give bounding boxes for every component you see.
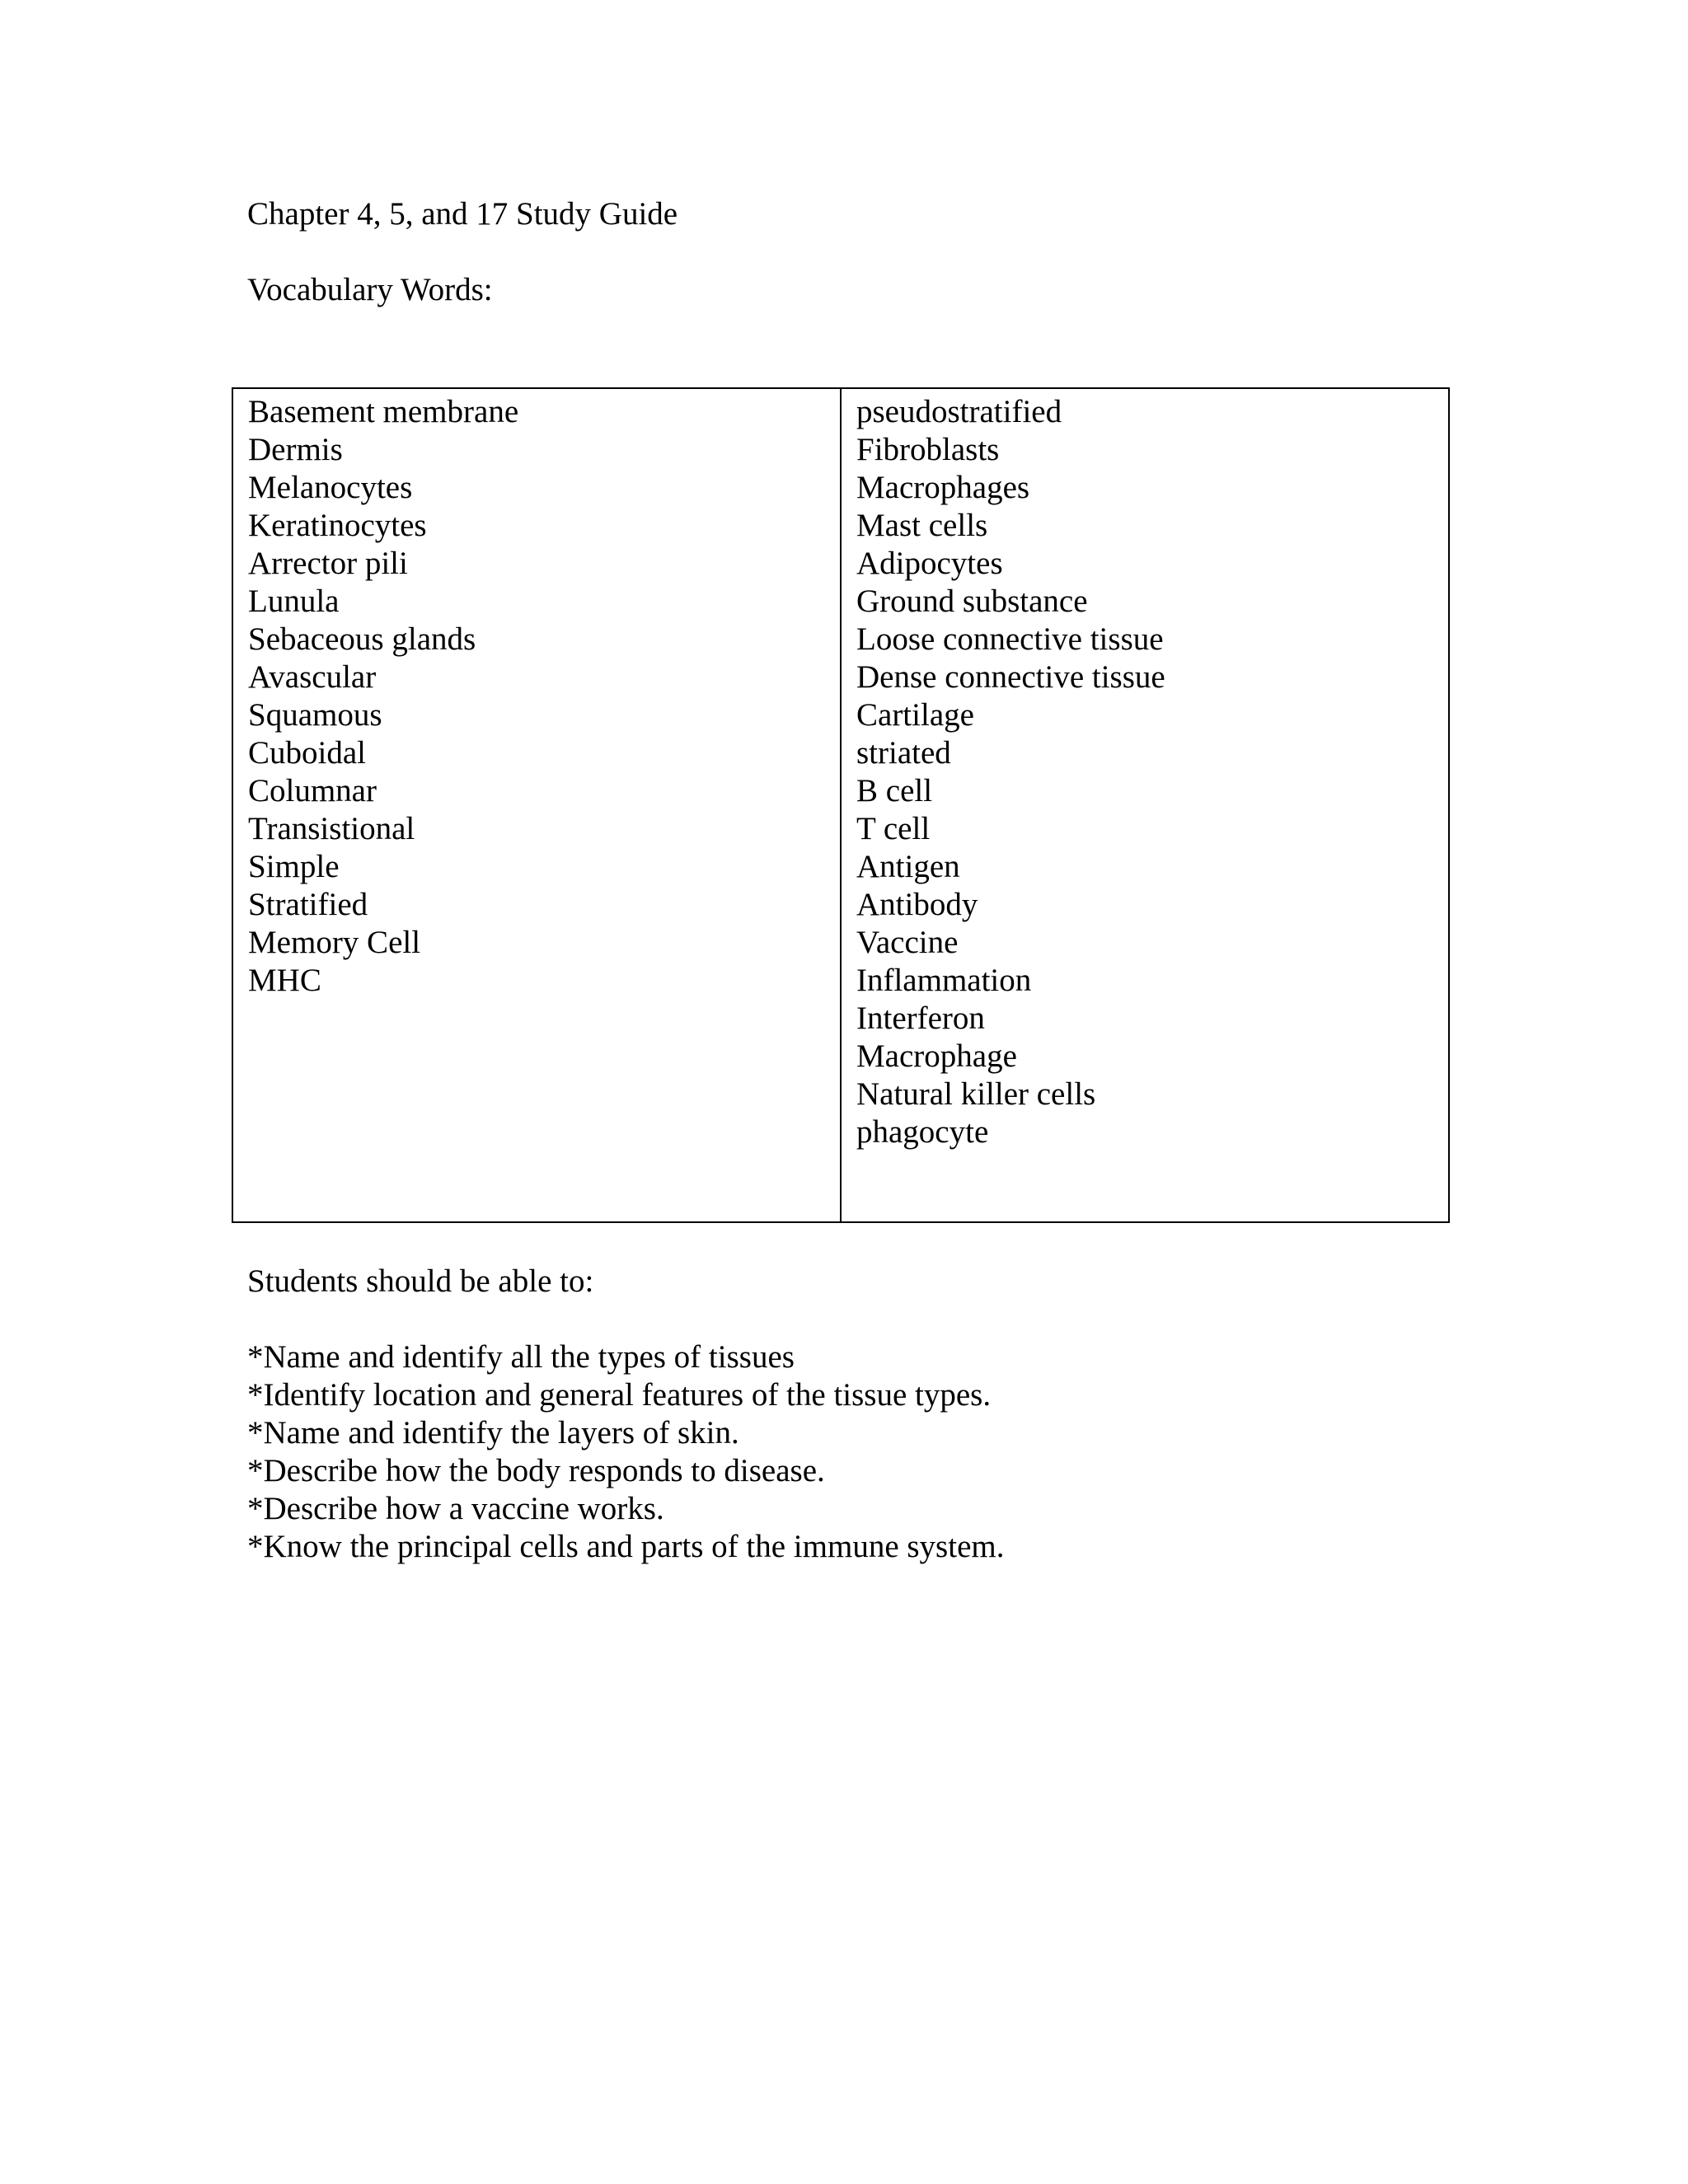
vocab-term: Vaccine (856, 925, 959, 960)
objective-item: *Name and identify the layers of skin. (247, 1415, 739, 1451)
vocab-term: Macrophage (856, 1038, 1017, 1074)
vocab-term: Transistional (248, 811, 415, 846)
vocab-term: Cartilage (856, 697, 974, 733)
objectives-heading: Students should be able to: (247, 1263, 594, 1299)
vocab-term: phagocyte (856, 1114, 989, 1150)
objective-item: *Describe how the body responds to disease. (247, 1453, 825, 1488)
vocab-term: Dermis (248, 432, 343, 467)
vocab-term: Interferon (856, 1001, 985, 1036)
vocab-term: Dense connective tissue (856, 659, 1165, 695)
document-title: Chapter 4, 5, and 17 Study Guide (247, 196, 678, 232)
vocab-term: Lunula (248, 583, 340, 619)
vocabulary-list-left (248, 393, 840, 1000)
vocab-term: Inflammation (856, 963, 1032, 998)
vocab-term: MHC (248, 963, 321, 998)
vocab-term: T cell (856, 811, 931, 846)
vocab-term: Stratified (248, 887, 368, 922)
vocab-term: Arrector pili (248, 546, 408, 581)
vocab-term: Natural killer cells (856, 1076, 1096, 1112)
vocab-term: Antibody (856, 887, 978, 922)
vocab-term: Macrophages (856, 470, 1030, 505)
vocab-term: Cuboidal (248, 735, 366, 771)
objectives-list (247, 1338, 1004, 1566)
vocab-term: Memory Cell (248, 925, 421, 960)
objective-item: *Name and identify all the types of tissues (247, 1339, 795, 1375)
vocab-term: Ground substance (856, 583, 1088, 619)
vocab-term: Loose connective tissue (856, 621, 1164, 657)
vocab-term: Fibroblasts (856, 432, 1000, 467)
vocab-term: B cell (856, 773, 933, 808)
vocab-term: Avascular (248, 659, 377, 695)
vocab-term: Simple (248, 849, 340, 884)
vocab-term: Basement membrane (248, 394, 519, 429)
vocabulary-list-right (856, 393, 1448, 1151)
vocab-term: striated (856, 735, 951, 771)
vocab-term: Mast cells (856, 508, 988, 543)
vocab-term: Keratinocytes (248, 508, 427, 543)
vocab-term: Melanocytes (248, 470, 413, 505)
objective-item: *Know the principal cells and parts of the immune system. (247, 1529, 1005, 1564)
vocab-term: Squamous (248, 697, 382, 733)
vocab-term: Sebaceous glands (248, 621, 476, 657)
vocab-term: Adipocytes (856, 546, 1003, 581)
vocabulary-column-right (842, 389, 1448, 1221)
vocabulary-column-left (233, 389, 842, 1221)
vocab-term: pseudostratified (856, 394, 1062, 429)
vocabulary-table (232, 387, 1450, 1223)
objective-item: *Describe how a vaccine works. (247, 1491, 664, 1526)
vocab-term: Antigen (856, 849, 960, 884)
vocabulary-heading: Vocabulary Words: (247, 272, 493, 307)
vocab-term: Columnar (248, 773, 377, 808)
objective-item: *Identify location and general features of the tissue types. (247, 1377, 992, 1413)
